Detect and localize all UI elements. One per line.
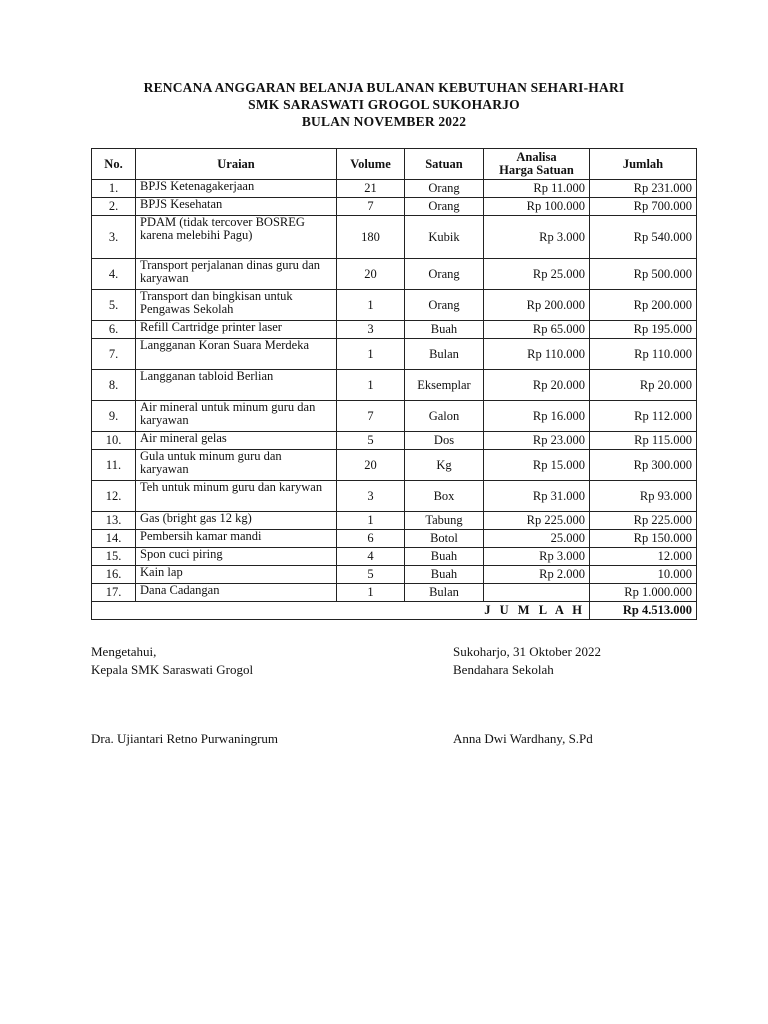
row-uraian: Langganan tabloid Berlian: [136, 370, 337, 401]
row-satuan: Tabung: [405, 512, 484, 530]
row-harga-satuan: Rp 2.000: [484, 566, 590, 584]
row-jumlah: Rp 20.000: [590, 370, 697, 401]
row-satuan: Eksemplar: [405, 370, 484, 401]
row-harga-satuan: Rp 3.000: [484, 548, 590, 566]
row-harga-satuan: [484, 584, 590, 602]
table-row: [92, 216, 697, 259]
row-volume: 1: [337, 512, 405, 530]
table-row: [92, 198, 697, 216]
row-volume: 5: [337, 432, 405, 450]
row-satuan: Orang: [405, 290, 484, 321]
row-jumlah: Rp 200.000: [590, 290, 697, 321]
row-uraian: Gas (bright gas 12 kg): [136, 512, 337, 530]
table-row: [92, 290, 697, 321]
treasurer-name: Anna Dwi Wardhany, S.Pd: [453, 731, 593, 746]
row-uraian: PDAM (tidak tercover BOSREG karena melebihi Pagu): [136, 216, 337, 259]
row-number: 8.: [92, 370, 136, 401]
row-harga-satuan: Rp 11.000: [484, 180, 590, 198]
table-header-row: [92, 149, 697, 180]
row-jumlah: Rp 110.000: [590, 339, 697, 370]
row-uraian: BPJS Ketenagakerjaan: [136, 180, 337, 198]
row-harga-satuan: Rp 200.000: [484, 290, 590, 321]
row-number: 15.: [92, 548, 136, 566]
row-volume: 20: [337, 259, 405, 290]
header-harga-line1: Analisa: [516, 150, 557, 164]
row-satuan: Buah: [405, 566, 484, 584]
row-volume: 3: [337, 481, 405, 512]
row-harga-satuan: Rp 15.000: [484, 450, 590, 481]
row-volume: 1: [337, 339, 405, 370]
row-number: 11.: [92, 450, 136, 481]
row-jumlah: 12.000: [590, 548, 697, 566]
table-row: [92, 450, 697, 481]
row-harga-satuan: Rp 3.000: [484, 216, 590, 259]
total-label: J U M L A H: [92, 602, 590, 620]
row-number: 2.: [92, 198, 136, 216]
row-harga-satuan: Rp 31.000: [484, 481, 590, 512]
row-uraian: Teh untuk minum guru dan karywan: [136, 481, 337, 512]
row-uraian: Air mineral gelas: [136, 432, 337, 450]
row-volume: 180: [337, 216, 405, 259]
header-satuan: Satuan: [405, 149, 484, 180]
table-row: [92, 180, 697, 198]
treasurer-title: Bendahara Sekolah: [453, 662, 554, 677]
row-number: 6.: [92, 321, 136, 339]
budget-table: [91, 148, 697, 620]
row-volume: 1: [337, 584, 405, 602]
row-number: 3.: [92, 216, 136, 259]
header-jumlah: Jumlah: [590, 149, 697, 180]
row-jumlah: Rp 500.000: [590, 259, 697, 290]
row-volume: 7: [337, 198, 405, 216]
table-row: [92, 530, 697, 548]
row-number: 12.: [92, 481, 136, 512]
table-row: [92, 401, 697, 432]
principal-title: Kepala SMK Saraswati Grogol: [91, 662, 254, 677]
row-satuan: Galon: [405, 401, 484, 432]
row-number: 1.: [92, 180, 136, 198]
row-volume: 1: [337, 290, 405, 321]
row-uraian: Gula untuk minum guru dan karyawan: [136, 450, 337, 481]
row-harga-satuan: 25.000: [484, 530, 590, 548]
row-jumlah: Rp 112.000: [590, 401, 697, 432]
table-row: [92, 321, 697, 339]
row-jumlah: Rp 1.000.000: [590, 584, 697, 602]
row-volume: 4: [337, 548, 405, 566]
row-satuan: Box: [405, 481, 484, 512]
row-satuan: Buah: [405, 321, 484, 339]
row-satuan: Dos: [405, 432, 484, 450]
row-jumlah: Rp 225.000: [590, 512, 697, 530]
row-uraian: Transport perjalanan dinas guru dan karyawan: [136, 259, 337, 290]
row-jumlah: Rp 300.000: [590, 450, 697, 481]
row-volume: 7: [337, 401, 405, 432]
row-number: 14.: [92, 530, 136, 548]
row-uraian: Air mineral untuk minum guru dan karyawan: [136, 401, 337, 432]
row-number: 10.: [92, 432, 136, 450]
row-number: 17.: [92, 584, 136, 602]
total-row: [92, 602, 697, 620]
row-harga-satuan: Rp 225.000: [484, 512, 590, 530]
row-uraian: BPJS Kesehatan: [136, 198, 337, 216]
row-volume: 20: [337, 450, 405, 481]
row-number: 9.: [92, 401, 136, 432]
row-uraian: Spon cuci piring: [136, 548, 337, 566]
header-uraian: Uraian: [136, 149, 337, 180]
row-satuan: Orang: [405, 198, 484, 216]
row-harga-satuan: Rp 25.000: [484, 259, 590, 290]
row-jumlah: Rp 540.000: [590, 216, 697, 259]
row-harga-satuan: Rp 16.000: [484, 401, 590, 432]
row-jumlah: Rp 150.000: [590, 530, 697, 548]
row-harga-satuan: Rp 20.000: [484, 370, 590, 401]
row-satuan: Kubik: [405, 216, 484, 259]
row-jumlah: Rp 231.000: [590, 180, 697, 198]
row-harga-satuan: Rp 65.000: [484, 321, 590, 339]
row-harga-satuan: Rp 110.000: [484, 339, 590, 370]
row-jumlah: Rp 195.000: [590, 321, 697, 339]
row-satuan: Bulan: [405, 584, 484, 602]
row-satuan: Orang: [405, 180, 484, 198]
school-name: SMK SARASWATI GROGOL SUKOHARJO: [248, 97, 520, 112]
row-satuan: Kg: [405, 450, 484, 481]
row-uraian: Langganan Koran Suara Merdeka: [136, 339, 337, 370]
row-volume: 21: [337, 180, 405, 198]
row-uraian: Transport dan bingkisan untuk Pengawas Sekolah: [136, 290, 337, 321]
table-row: [92, 512, 697, 530]
row-jumlah: 10.000: [590, 566, 697, 584]
row-uraian: Kain lap: [136, 566, 337, 584]
row-number: 7.: [92, 339, 136, 370]
row-volume: 1: [337, 370, 405, 401]
table-row: [92, 370, 697, 401]
row-number: 16.: [92, 566, 136, 584]
row-uraian: Refill Cartridge printer laser: [136, 321, 337, 339]
principal-name: Dra. Ujiantari Retno Purwaningrum: [91, 731, 279, 746]
table-row: [92, 432, 697, 450]
row-jumlah: Rp 115.000: [590, 432, 697, 450]
table-row: [92, 566, 697, 584]
row-satuan: Bulan: [405, 339, 484, 370]
row-number: 13.: [92, 512, 136, 530]
table-row: [92, 339, 697, 370]
table-row: [92, 481, 697, 512]
row-uraian: Pembersih kamar mandi: [136, 530, 337, 548]
header-harga-line2: Harga Satuan: [499, 163, 574, 177]
row-satuan: Botol: [405, 530, 484, 548]
row-volume: 6: [337, 530, 405, 548]
row-harga-satuan: Rp 23.000: [484, 432, 590, 450]
row-number: 5.: [92, 290, 136, 321]
row-volume: 3: [337, 321, 405, 339]
row-uraian: Dana Cadangan: [136, 584, 337, 602]
row-number: 4.: [92, 259, 136, 290]
table-row: [92, 259, 697, 290]
header-harga-satuan: [484, 149, 590, 180]
place-date: Sukoharjo, 31 Oktober 2022: [453, 644, 602, 659]
document-title: RENCANA ANGGARAN BELANJA BULANAN KEBUTUHAN SEHARI-HARI: [143, 80, 625, 95]
row-harga-satuan: Rp 100.000: [484, 198, 590, 216]
row-volume: 5: [337, 566, 405, 584]
header-no: No.: [92, 149, 136, 180]
header-volume: Volume: [337, 149, 405, 180]
table-row: [92, 548, 697, 566]
table-row: [92, 584, 697, 602]
row-satuan: Orang: [405, 259, 484, 290]
acknowledged-label: Mengetahui,: [91, 644, 157, 659]
row-jumlah: Rp 93.000: [590, 481, 697, 512]
row-satuan: Buah: [405, 548, 484, 566]
row-jumlah: Rp 700.000: [590, 198, 697, 216]
total-value: Rp 4.513.000: [590, 602, 697, 620]
period-title: BULAN NOVEMBER 2022: [301, 114, 467, 129]
